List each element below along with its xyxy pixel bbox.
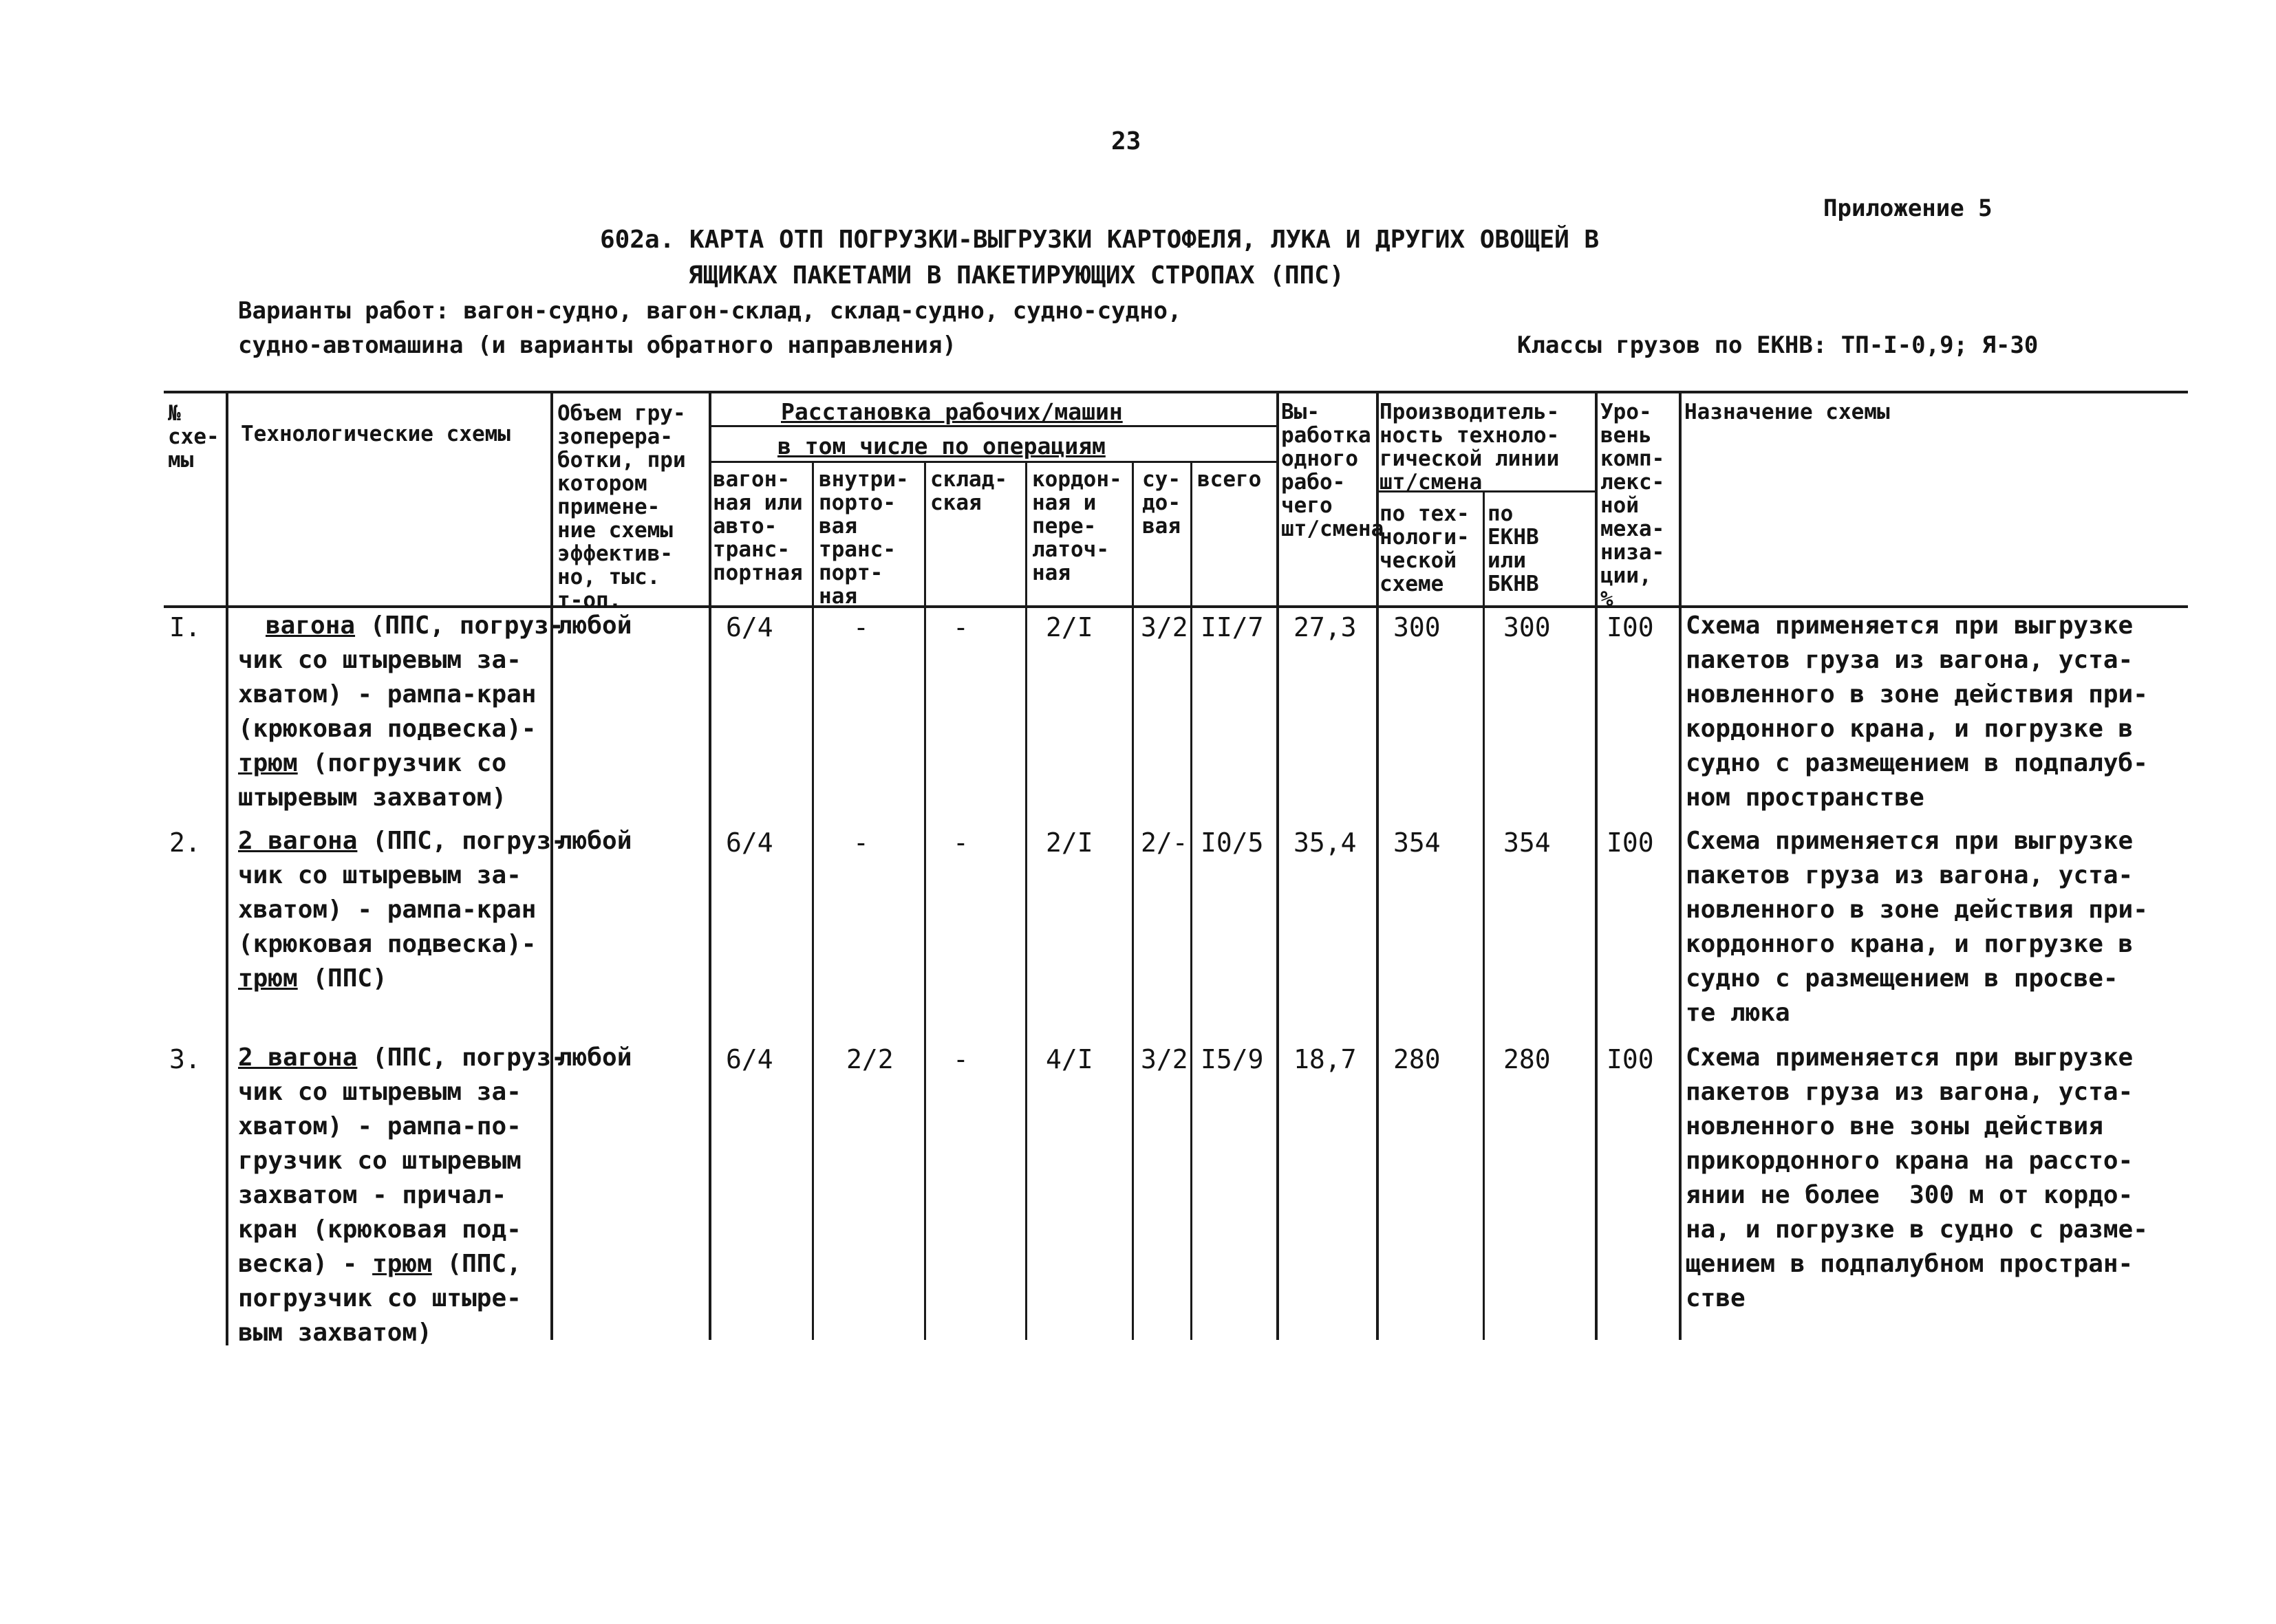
- cargo-classes: Классы грузов по ЕКНВ: ТП-I-0,9; Я-30: [1517, 332, 2039, 359]
- row-number: I.: [169, 612, 201, 642]
- col-border-8: [1190, 461, 1192, 1340]
- header-wagon-transport: вагон- ная или авто- транс- портная: [713, 467, 803, 585]
- work-variants-line2: судно-автомашина (и варианты обратного направления): [238, 332, 956, 359]
- cordon-workers: 4/I: [1046, 1044, 1093, 1074]
- output-per-worker: 35,4: [1293, 827, 1357, 858]
- productivity-by-scheme: 300: [1393, 612, 1441, 642]
- header-cordon: кордон- ная и пере- латоч- ная: [1032, 467, 1122, 585]
- table-top-border: [164, 391, 2188, 393]
- work-variants-line1: Варианты работ: вагон-судно, вагон-склад, склад-судно, судно-судно,: [238, 297, 1182, 325]
- ship-workers: 3/2: [1141, 1044, 1188, 1074]
- header-mechanization-level: Уро- вень комп- лекс- ной меха- низа- ции, %: [1600, 400, 1665, 611]
- header-bottom-border: [164, 605, 2188, 608]
- header-rule-placement: [709, 425, 1278, 427]
- technological-scheme: 2 вагона (ППС, погруз- чик со штыревым за- хватом) - рампа-по- грузчик со штыревым захватом - причал- кран (крюковая под- веска) - трюм (ППС, погрузчик со штыре- вым захватом): [238, 1043, 566, 1347]
- productivity-by-scheme: 280: [1393, 1044, 1441, 1074]
- volume: любой: [557, 611, 632, 640]
- header-volume: Объем гру- зоперера- ботки, при котором примене- ние схемы эффектив- но, тыс. т-оп.: [557, 401, 686, 613]
- header-output-per-worker: Вы- работка одного рабо- чего шт/смена: [1281, 400, 1384, 541]
- technological-scheme: 2 вагона (ППС, погруз- чик со штыревым за- хватом) - рампа-кран (крюковая подвеска)- трюм (ППС): [238, 827, 566, 993]
- header-by-ekhv: по ЕКНВ или БКНВ: [1488, 501, 1539, 596]
- scheme-purpose: Схема применяется при выгрузке пакетов груза из вагона, уста- новленного в зоне действия при- кордонного крана, и погрузке в судно с размещением в просве- те люка: [1686, 827, 2148, 1027]
- col-border-5: [924, 461, 926, 1340]
- header-productivity: Производитель- ность техноло- гической линии шт/смена: [1379, 400, 1560, 495]
- inport-workers: -: [853, 827, 869, 858]
- cordon-workers: 2/I: [1046, 612, 1093, 642]
- warehouse-workers: -: [953, 612, 969, 642]
- mechanization-level: I00: [1607, 1044, 1654, 1074]
- inport-workers: 2/2: [846, 1044, 894, 1074]
- col-border-1: [226, 391, 228, 1345]
- total-workers: II/7: [1201, 612, 1264, 642]
- productivity-by-ekhv: 280: [1503, 1044, 1551, 1074]
- col-border-13: [1679, 391, 1682, 1340]
- wagon-workers: 6/4: [726, 827, 773, 858]
- productivity-by-ekhv: 354: [1503, 827, 1551, 858]
- productivity-by-scheme: 354: [1393, 827, 1441, 858]
- col-border-6: [1025, 461, 1027, 1340]
- document-title-line2: ЯЩИКАХ ПАКЕТАМИ В ПАКЕТИРУЮЩИХ СТРОПАХ (ППС): [688, 261, 1344, 290]
- row-number: 3.: [169, 1044, 201, 1074]
- header-inport-transport: внутри- порто- вая транс- порт- ная: [819, 467, 909, 609]
- wagon-workers: 6/4: [726, 612, 773, 642]
- inport-workers: -: [853, 612, 869, 642]
- header-placement: Расстановка рабочих/машин: [781, 398, 1123, 425]
- col-border-7: [1132, 461, 1134, 1340]
- total-workers: I0/5: [1201, 827, 1264, 858]
- scheme-purpose: Схема применяется при выгрузке пакетов груза из вагона, уста- новленного вне зоны действия прикордонного крана на рассто- янии не более 300 м от кордо- на, и погрузке в судно с разме- щением в подпалубном простран- стве: [1686, 1043, 2148, 1312]
- warehouse-workers: -: [953, 1044, 969, 1074]
- ship-workers: 2/-: [1141, 827, 1188, 858]
- header-ship: су- до- вая: [1142, 467, 1181, 539]
- document-title-line1: 602а. КАРТА ОТП ПОГРУЗКИ-ВЫГРУЗКИ КАРТОФЕЛЯ, ЛУКА И ДРУГИХ ОВОЩЕЙ В: [600, 226, 1600, 254]
- volume: любой: [557, 1043, 632, 1072]
- output-per-worker: 18,7: [1293, 1044, 1357, 1074]
- header-warehouse: склад- ская: [930, 467, 1007, 515]
- technological-scheme: вагона (ППС, погруз- чик со штыревым за- хватом) - рампа-кран (крюковая подвеска)- трюм (погрузчик со штыревым захватом): [238, 611, 564, 812]
- header-scheme-number: № схе- мы: [168, 401, 219, 473]
- col-border-11: [1483, 490, 1485, 1340]
- total-workers: I5/9: [1201, 1044, 1264, 1074]
- col-border-12: [1595, 391, 1598, 1340]
- warehouse-workers: -: [953, 827, 969, 858]
- header-by-operations: в том числе по операциям: [777, 433, 1106, 459]
- mechanization-level: I00: [1607, 612, 1654, 642]
- wagon-workers: 6/4: [726, 1044, 773, 1074]
- col-border-3: [709, 391, 711, 1340]
- row-number: 2.: [169, 827, 201, 858]
- ship-workers: 3/2: [1141, 612, 1188, 642]
- output-per-worker: 27,3: [1293, 612, 1357, 642]
- col-border-9: [1276, 391, 1279, 1340]
- header-purpose: Назначение схемы: [1684, 400, 1890, 424]
- cordon-workers: 2/I: [1046, 827, 1093, 858]
- header-total: всего: [1197, 467, 1262, 492]
- productivity-by-ekhv: 300: [1503, 612, 1551, 642]
- scheme-purpose: Схема применяется при выгрузке пакетов груза из вагона, уста- новленного в зоне действия при- кордонного крана, и погрузке в судно с размещением в подпалуб- ном пространстве: [1686, 611, 2148, 812]
- mechanization-level: I00: [1607, 827, 1654, 858]
- volume: любой: [557, 827, 632, 855]
- header-by-scheme: по тех- нологи- ческой схеме: [1379, 501, 1470, 596]
- col-border-4: [812, 461, 814, 1340]
- header-technological-schemes: Технологические схемы: [241, 422, 511, 446]
- appendix-label: Приложение 5: [1823, 195, 1993, 222]
- header-rule-operations: [709, 461, 1278, 463]
- page-number: 23: [1111, 127, 1141, 155]
